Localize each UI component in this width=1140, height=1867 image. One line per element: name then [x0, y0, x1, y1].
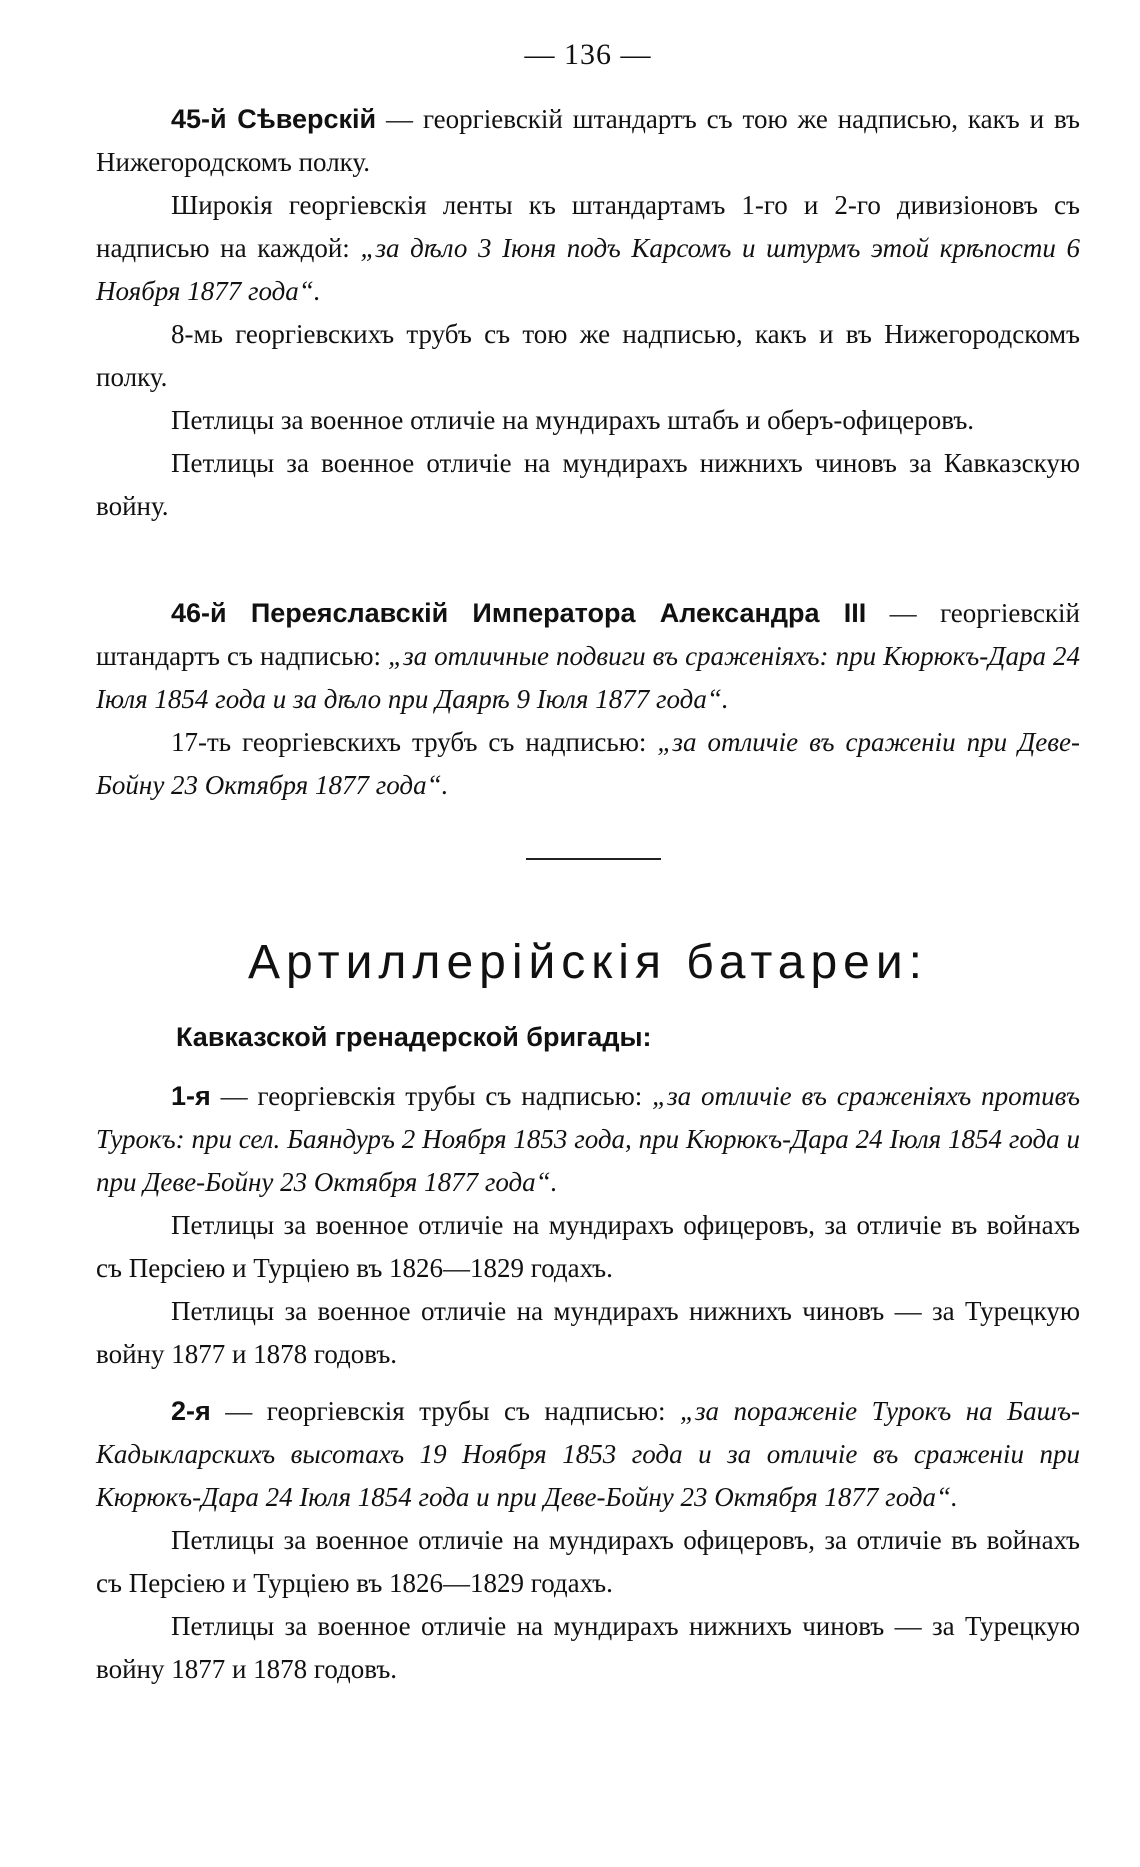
section-title: Артиллерійскія батареи: [247, 936, 929, 989]
inscription-text: „за дѣло 3 Іюня подъ Карсомъ и штурмъ этой крѣпости 6 Ноября 1877 года“. [96, 233, 1080, 306]
paragraph-text: георгіевскій штандартъ съ тою же надписью, какъ и въ Нижегородскомъ полку. [96, 104, 1081, 177]
inscription-text: „за отличные подвиги въ сраженіяхъ: при Кюрюкъ-Дара 24 Іюля 1854 года и за дѣло при Даярѣ 9 Іюля 1877 года“. [96, 641, 1080, 714]
paragraph: Петлицы за военное отличіе на мундирахъ офицеровъ, за отличіе въ войнахъ съ Персіею и Турціею въ 1826—1829 годахъ. [96, 1525, 1080, 1598]
paragraph: Широкія георгіевскія ленты къ штандартамъ 1-го и 2-го дивизіоновъ съ надписью на каждой: „за дѣло 3 Іюня подъ Карсомъ и штурмъ этой крѣпости 6 Ноября 1877 года“. [96, 190, 1080, 306]
paragraph: Петлицы за военное отличіе на мундирахъ офицеровъ, за отличіе въ войнахъ съ Персіею и Турціею въ 1826—1829 годахъ. [96, 1210, 1080, 1283]
paragraph: 8-мь георгіевскихъ трубъ съ тою же надписью, какъ и въ Нижегородскомъ полку. [96, 319, 1080, 392]
regiment-45-section [96, 98, 1080, 528]
section-divider [526, 858, 661, 860]
paragraph: Петлицы за военное отличіе на мундирахъ нижнихъ чиновъ — за Турецкую войну 1877 и 1878 годовъ. [96, 1611, 1080, 1684]
battery-heading: 1-я [171, 1081, 211, 1111]
inscription-text: „за отличіе въ сраженіи при Деве-Бойну 23 Октября 1877 года“. [96, 727, 1080, 800]
battery-1-section [96, 1075, 1080, 1376]
regiment-46-section [96, 592, 1080, 807]
document-page [96, 0, 1080, 1867]
battery-heading: 2-я [171, 1396, 211, 1426]
brigade-subtitle: Кавказской гренадерской бригады: [176, 1022, 652, 1052]
paragraph: Петлицы за военное отличіе на мундирахъ нижнихъ чиновъ за Кавказскую войну. [96, 448, 1080, 521]
battery-2-section [96, 1390, 1080, 1691]
paragraph: Петлицы за военное отличіе на мундирахъ нижнихъ чиновъ — за Турецкую войну 1877 и 1878 годовъ. [96, 1296, 1080, 1369]
paragraph: 1-я — георгіевскія трубы съ надписью: „за отличіе въ сраженіяхъ противъ Турокъ: при сел. Баяндуръ 2 Ноября 1853 года, при Кюрюкъ-Дара 24 Іюля 1854 года и при Деве-Бойну 23 Октября 1877 года“. [96, 1081, 1081, 1197]
paragraph: 45-й Сѣверскій — георгіевскій штандартъ съ тою же надписью, какъ и въ Нижегородскомъ полку. [96, 104, 1081, 177]
inscription-text: „за пораженіе Турокъ на Башъ-Кадыкларскихъ высотахъ 19 Ноября 1853 года и за отличіе въ сраженіи при Кюрюкъ-Дара 24 Іюля 1854 года и при Деве-Бойну 23 Октября 1877 года“. [96, 1396, 1080, 1512]
regiment-heading: 45-й Сѣверскій [171, 104, 377, 134]
paragraph: 46-й Переяславскій Императора Александра III — георгіевскій штандартъ съ надписью: „за отличные подвиги въ сраженіяхъ: при Кюрюкъ-Дара 24 Іюля 1854 года и за дѣло при Даярѣ 9 Іюля 1877 года“. [96, 598, 1080, 714]
page-number: — 136 — [524, 38, 652, 71]
regiment-heading: 46-й Переяславскій Императора Александра III [171, 598, 867, 628]
paragraph: 2-я — георгіевскія трубы съ надписью: „за пораженіе Турокъ на Башъ-Кадыкларскихъ высотахъ 19 Ноября 1853 года и за отличіе въ сраженіи при Кюрюкъ-Дара 24 Іюля 1854 года и при Деве-Бойну 23 Октября 1877 года“. [96, 1396, 1080, 1512]
paragraph: Петлицы за военное отличіе на мундирахъ штабъ и оберъ-офицеровъ. [171, 405, 975, 435]
paragraph: 17-ть георгіевскихъ трубъ съ надписью: „за отличіе въ сраженіи при Деве-Бойну 23 Октября 1877 года“. [96, 727, 1080, 800]
inscription-text: „за отличіе въ сраженіяхъ противъ Турокъ: при сел. Баяндуръ 2 Ноября 1853 года, при Кюрюкъ-Дара 24 Іюля 1854 года и при Деве-Бойну 23 Октября 1877 года“. [96, 1081, 1081, 1197]
